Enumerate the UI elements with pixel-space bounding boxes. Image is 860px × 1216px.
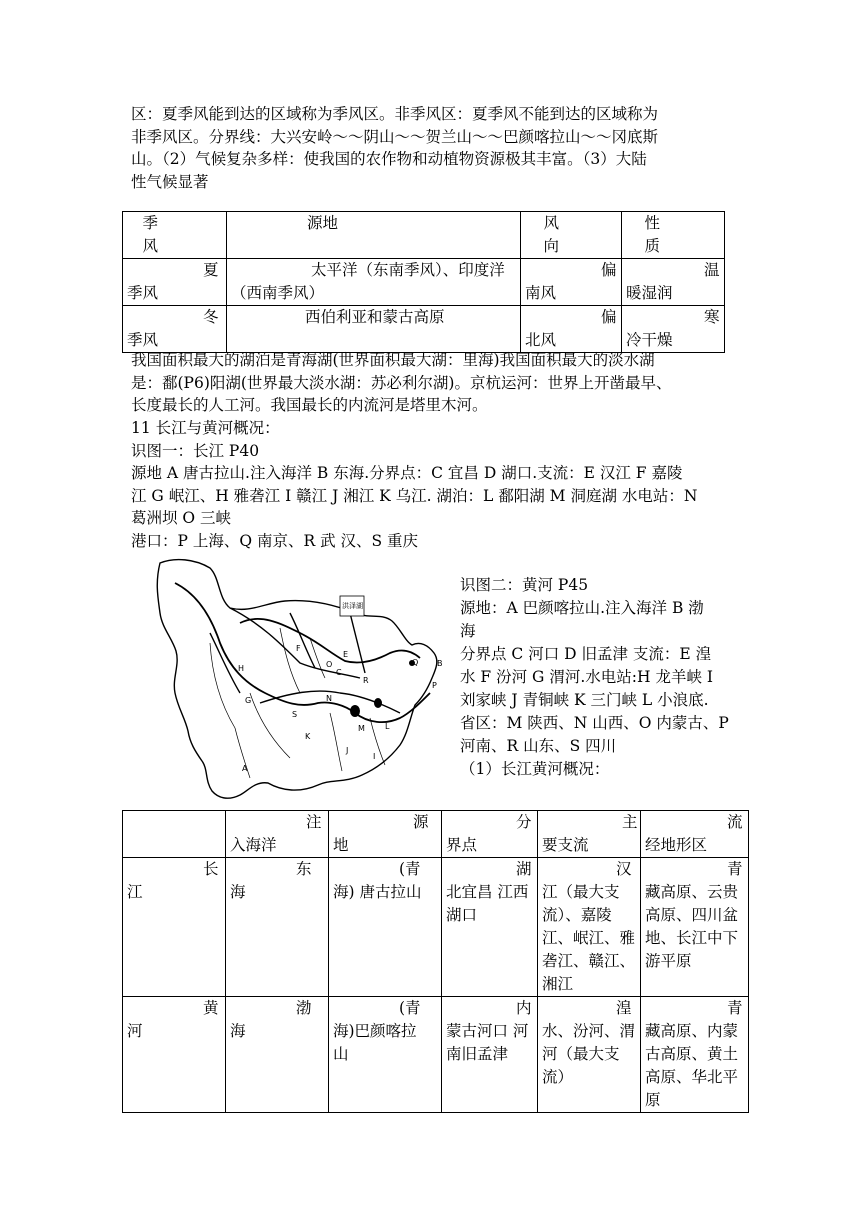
map-label-n: N: [326, 694, 332, 703]
map-label-b: B: [437, 659, 443, 668]
intro-line-4: 性气候显著: [131, 172, 209, 191]
lakes-line-2: 是：鄱(P6)阳湖(世界最大淡水湖：苏必利尔湖)。京杭运河：世界上开凿最早、: [131, 373, 672, 392]
fig2-line-8: （1）长江黄河概况：: [460, 760, 610, 778]
fig2-line-2: 海: [460, 622, 476, 640]
map-label-j: J: [346, 746, 349, 755]
table-header-cell: 季风: [123, 212, 227, 259]
fig2-line-5: 刘家峡 J 青铜峡 K 三门峡 L 小浪底.: [460, 691, 709, 709]
intro-paragraph: [131, 103, 731, 193]
table-header-cell: 性质: [622, 212, 725, 259]
fig2-line-3: 分界点 C 河口 D 旧孟津 支流：E 湟: [460, 645, 712, 663]
table-cell: 渤海: [226, 997, 329, 1113]
table-cell: 温暖湿润: [622, 259, 725, 306]
table-cell: 偏北风: [521, 306, 622, 353]
table-row: [123, 306, 725, 353]
table-row: [123, 259, 725, 306]
map-label-f: F: [296, 644, 301, 653]
map-label-m: M: [358, 724, 365, 733]
map-label-e: E: [343, 650, 349, 659]
table-header-cell: 主要支流: [538, 811, 641, 858]
map-label-hongze: 洪泽湖: [342, 602, 363, 610]
table-cell: 夏季风: [123, 259, 227, 306]
map-label-o: O: [326, 660, 333, 669]
lakes-line-1: 我国面积最大的湖泊是青海湖(世界面积最大湖：里海)我国面积最大的淡水湖: [131, 351, 655, 369]
map-label-k: K: [305, 732, 311, 741]
table-cell: 长江: [123, 858, 226, 997]
table-cell: 青藏高原、内蒙古高原、黄土高原、华北平原: [641, 997, 749, 1113]
map-label-i: I: [373, 752, 376, 761]
table-cell: 湟水、汾河、渭河（最大支流）: [538, 997, 641, 1113]
table-row: [123, 997, 749, 1113]
table-cell: 汉江（最大支流）、嘉陵江、岷江、雅砻江、赣江、湘江: [538, 858, 641, 997]
fig2-title: 识图二：黄河 P45: [460, 576, 589, 594]
table-header-cell: 源地: [227, 212, 521, 259]
table-cell: 偏南风: [521, 259, 622, 306]
table-cell: 冬季风: [123, 306, 227, 353]
table-cell: 青藏高原、云贵高原、四川盆地、长江中下游平原: [641, 858, 749, 997]
intro-line-1: 区：夏季风能到达的区域称为季风区。非季风区：夏季风不能到达的区域称为: [131, 105, 659, 123]
table-header-cell: 注入海洋: [226, 811, 329, 858]
fig1-line-2: 江 G 岷江、H 雅砻江 I 赣江 J 湘江 K 乌江. 湖泊：L 鄱阳湖 M 洞庭湖 水电站：N: [131, 486, 698, 505]
fig1-line-1: 源地 A 唐古拉山.注入海洋 B 东海.分界点：C 宜昌 D 湖口.支流：E 汉江 F 嘉陵: [131, 464, 683, 482]
lakes-line-3: 长度最长的人工河。我国最长的内流河是塔里木河。: [131, 396, 488, 414]
fig2-line-1: 源地：A 巴颜喀拉山.注入海洋 B 渤: [460, 599, 704, 617]
table-cell: (青海) 唐古拉山: [329, 858, 442, 997]
map-label-l: L: [385, 722, 390, 731]
section-title: 11 长江与黄河概况：: [131, 419, 280, 437]
table-cell: (青海)巴颜喀拉山: [329, 997, 442, 1113]
table-cell: 太平洋（东南季风）、印度洋（西南季风）: [227, 259, 521, 306]
fig2-line-4: 水 F 汾河 G 渭河.水电站:H 龙羊峡 I: [460, 668, 713, 686]
table-cell: 西伯利亚和蒙古高原: [227, 306, 521, 353]
table-row: [123, 811, 749, 858]
intro-line-3: 山。（2）气候复杂多样：使我国的农作物和动植物资源极其丰富。（3）大陆: [131, 150, 647, 168]
table-cell: 内蒙古河口 河南旧孟津: [442, 997, 538, 1113]
table-row: [123, 858, 749, 997]
map-label-c: C: [336, 668, 342, 677]
lakes-paragraph: [131, 349, 731, 417]
map-label-g: G: [245, 696, 252, 705]
yangtze-yellow-river-map: [150, 553, 450, 808]
fig2-line-7: 河南、R 山东、S 四川: [460, 737, 617, 755]
table-cell: 东海: [226, 858, 329, 997]
monsoon-table: [122, 211, 725, 353]
map-label-p: P: [432, 681, 437, 690]
fig1-title: 识图一：长江 P40: [131, 441, 260, 460]
intro-line-2: 非季风区。分界线：大兴安岭～～阴山～～贺兰山～～巴颜喀拉山～～冈底斯: [131, 127, 659, 146]
rivers-table: [122, 810, 749, 1113]
table-row: [123, 212, 725, 259]
map-label-q: Q: [412, 658, 419, 667]
map-label-s: S: [292, 710, 298, 719]
table-header-cell: 源地: [329, 811, 442, 858]
map-label-r: R: [363, 676, 369, 685]
table-cell: 湖北宜昌 江西湖口: [442, 858, 538, 997]
table-header-cell: 分界点: [442, 811, 538, 858]
fig1-line-4: 港口：P 上海、Q 南京、R 武 汉、S 重庆: [131, 531, 419, 550]
fig2-line-6: 省区：M 陕西、N 山西、O 内蒙古、P: [460, 714, 729, 732]
fig2-text: [460, 574, 750, 781]
table-cell: 寒冷干燥: [622, 306, 725, 353]
table-cell: 黄河: [123, 997, 226, 1113]
section-11: [131, 417, 731, 552]
table-header-cell: [123, 811, 226, 858]
map-label-h: H: [238, 664, 245, 673]
table-header-cell: 风向: [521, 212, 622, 259]
fig1-line-3: 葛洲坝 O 三峡: [131, 509, 232, 527]
table-header-cell: 流经地形区: [641, 811, 749, 858]
map-label-a: A: [242, 764, 248, 773]
